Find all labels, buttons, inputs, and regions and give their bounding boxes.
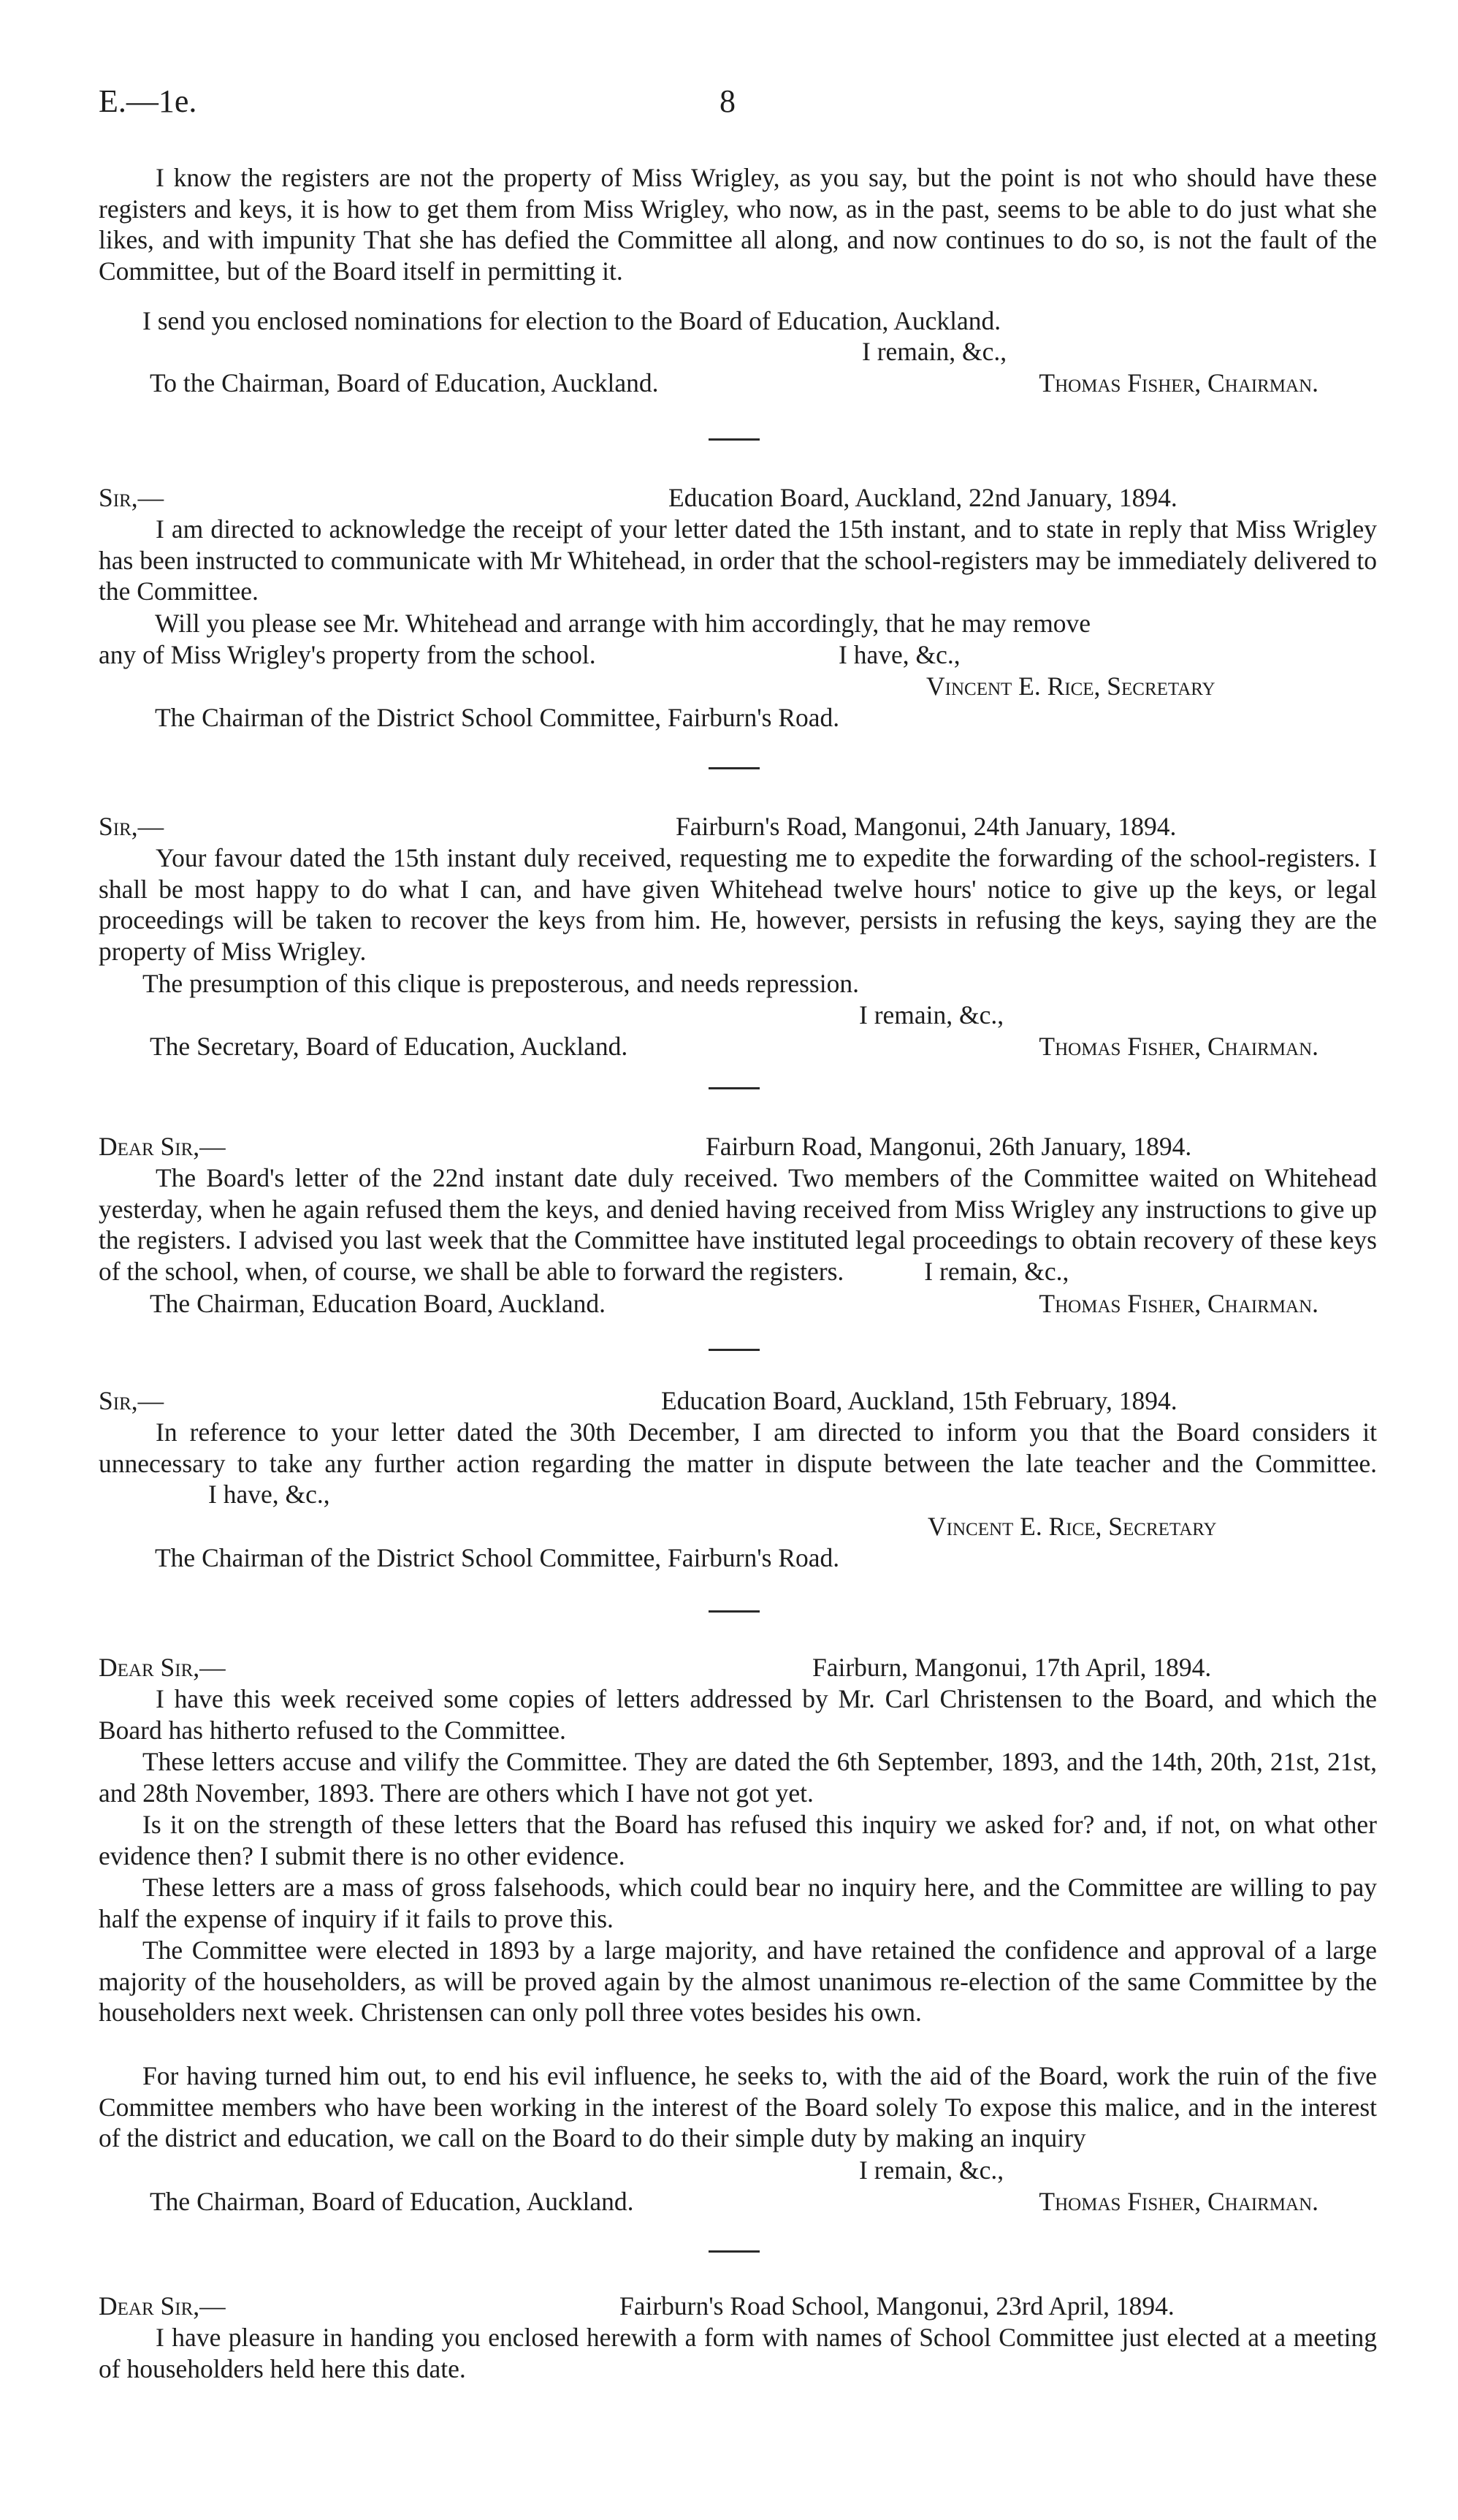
letter-3-paragraph-2: The presumption of this clique is preposterous, and needs repression. (142, 969, 859, 998)
letter-2-place-date: Education Board, Auckland, 22nd January, 1894. (668, 483, 1178, 512)
letter-6-signature: Thomas Fisher, Chairman. (1039, 2187, 1318, 2216)
separator-rule (709, 2250, 760, 2253)
letter-3-closing: I remain, &c., (859, 1000, 1004, 1029)
letter-7-salutation: Dear Sir,— (99, 2291, 226, 2321)
letter-3-place-date: Fairburn's Road, Mangonui, 24th January, 1894. (676, 812, 1177, 841)
letter-3-addressee: The Secretary, Board of Education, Auckland. (150, 1032, 628, 1061)
letter-4-addressee: The Chairman, Education Board, Auckland. (150, 1289, 606, 1318)
letter-4-salutation: Dear Sir,— (99, 1132, 226, 1161)
letter-4-paragraph-1-text: The Board's letter of the 22nd instant date duly received. Two members of the Committee waited on Whitehead yesterday, when he again refused them the keys, and denied having received from Miss Wrigley any instructions to give up the registers. I advised you last week that the Committee have instituted legal proceedings to obtain recovery of these keys of the school, when, of course, we shall be able to forward the registers. (99, 1163, 1377, 1286)
letter-3-signature: Thomas Fisher, Chairman. (1039, 1032, 1318, 1061)
letter-5-place-date: Education Board, Auckland, 15th February, 1894. (661, 1386, 1178, 1415)
letter-4-signature: Thomas Fisher, Chairman. (1039, 1289, 1318, 1318)
letter-7-place-date: Fairburn's Road School, Mangonui, 23rd April, 1894. (619, 2291, 1175, 2321)
letter-5-salutation: Sir,— (99, 1386, 164, 1415)
letter-1-paragraph-2: I send you enclosed nominations for election to the Board of Education, Auckland. (142, 306, 1001, 335)
page-reference: E.—1e. (99, 83, 197, 119)
separator-rule (709, 438, 760, 441)
letter-4-closing: I remain, &c., (924, 1256, 1069, 1286)
letter-2-paragraph-1: I am directed to acknowledge the receipt of your letter dated the 15th instant, and to state in reply that Miss Wrigley has been instructed to communicate with Mr Whitehead, in order that the school-registers may be immediately delivered to the Committee. (99, 514, 1377, 606)
letter-6-paragraph-5: The Committee were elected in 1893 by a large majority, and have retained the confidence and approval of a large majority of the householders, as will be proved again by the almost unanimous re-election of the same Committee by the householders next week. Christensen can only poll three votes besides his own. (99, 1935, 1377, 2028)
letter-5-signature: Vincent E. Rice, Secretary (928, 1512, 1217, 1541)
letter-2-addressee: The Chairman of the District School Committee, Fairburn's Road. (155, 703, 840, 732)
letter-2-salutation: Sir,— (99, 483, 164, 512)
letter-1-closing: I remain, &c., (862, 337, 1007, 366)
letter-2-closing: I have, &c., (839, 640, 961, 669)
letter-1-signature: Thomas Fisher, Chairman. (1039, 368, 1318, 397)
letter-4-place-date: Fairburn Road, Mangonui, 26th January, 1894. (706, 1132, 1192, 1161)
page-number: 8 (720, 83, 736, 119)
separator-rule (709, 1087, 760, 1089)
letter-2-paragraph-2a: Will you please see Mr. Whitehead and arrange with him accordingly, that he may remove (155, 609, 1091, 638)
letter-1-addressee: To the Chairman, Board of Education, Auckland. (150, 368, 659, 397)
separator-rule (709, 767, 760, 769)
letter-6-salutation: Dear Sir,— (99, 1653, 226, 1682)
letter-6-paragraph-2: These letters accuse and vilify the Committee. They are dated the 6th September, 1893, and the 14th, 20th, 21st, 21st, and 28th November, 1893. There are others which I have not got yet. (99, 1747, 1377, 1808)
letter-3-paragraph-1: Your favour dated the 15th instant duly received, requesting me to expedite the forwarding of the school-registers. I shall be most happy to do what I can, and have given Whitehead twelve hours' notice to give up the keys, or legal proceedings will be taken to recover the keys from him. He, however, persists in refusing the keys, saying they are the property of Miss Wrigley. (99, 843, 1377, 966)
letter-5-paragraph-1-text: In reference to your letter dated the 30th December, I am directed to inform you that the Board considers it unnecessary to take any further action regarding the matter in dispute between the late teacher and the Committee. (99, 1417, 1377, 1478)
letter-5-paragraph-1 (99, 1417, 1377, 1510)
letter-5-addressee: The Chairman of the District School Committee, Fairburn's Road. (155, 1543, 840, 1572)
letter-6-addressee: The Chairman, Board of Education, Auckland. (150, 2187, 634, 2216)
letter-1-paragraph-1: I know the registers are not the property of Miss Wrigley, as you say, but the point is not who should have these registers and keys, it is how to get them from Miss Wrigley, who now, as in the past, seems to be able to do just what she likes, and with impunity That she has defied the Committee all along, and now continues to do so, is not the fault of the Committee, but of the Board itself in permitting it. (99, 163, 1377, 286)
letter-6-place-date: Fairburn, Mangonui, 17th April, 1894. (812, 1653, 1212, 1682)
separator-rule (709, 1610, 760, 1613)
letter-6-paragraph-1: I have this week received some copies of letters addressed by Mr. Carl Christensen to the Board, and which the Board has hitherto refused to the Committee. (99, 1684, 1377, 1745)
letter-6-paragraph-4: These letters are a mass of gross falsehoods, which could bear no inquiry here, and the Committee are willing to pay half the expense of inquiry if it fails to prove this. (99, 1873, 1377, 1933)
letter-6-paragraph-3: Is it on the strength of these letters that the Board has refused this inquiry we asked for? and, if not, on what other evidence then? I submit there is no other evidence. (99, 1810, 1377, 1870)
letter-7-paragraph-1: I have pleasure in handing you enclosed herewith a form with names of School Committee just elected at a meeting of householders held here this date. (99, 2323, 1377, 2383)
letter-4-paragraph-1 (99, 1162, 1377, 1287)
letter-3-salutation: Sir,— (99, 812, 164, 841)
separator-rule (709, 1349, 760, 1351)
letter-5-closing: I have, &c., (208, 1480, 330, 1510)
letter-6-closing: I remain, &c., (859, 2155, 1004, 2185)
letter-2-signature: Vincent E. Rice, Secretary (926, 671, 1215, 701)
letter-6-paragraph-6: For having turned him out, to end his evil influence, he seeks to, with the aid of the Board, work the ruin of the five Committee members who have been working in the interest of the Board solely To expose this malice, and in the interest of the district and education, we call on the Board to do their simple duty by making an inquiry (99, 2061, 1377, 2153)
letter-2-paragraph-2b: any of Miss Wrigley's property from the school. (99, 640, 596, 669)
